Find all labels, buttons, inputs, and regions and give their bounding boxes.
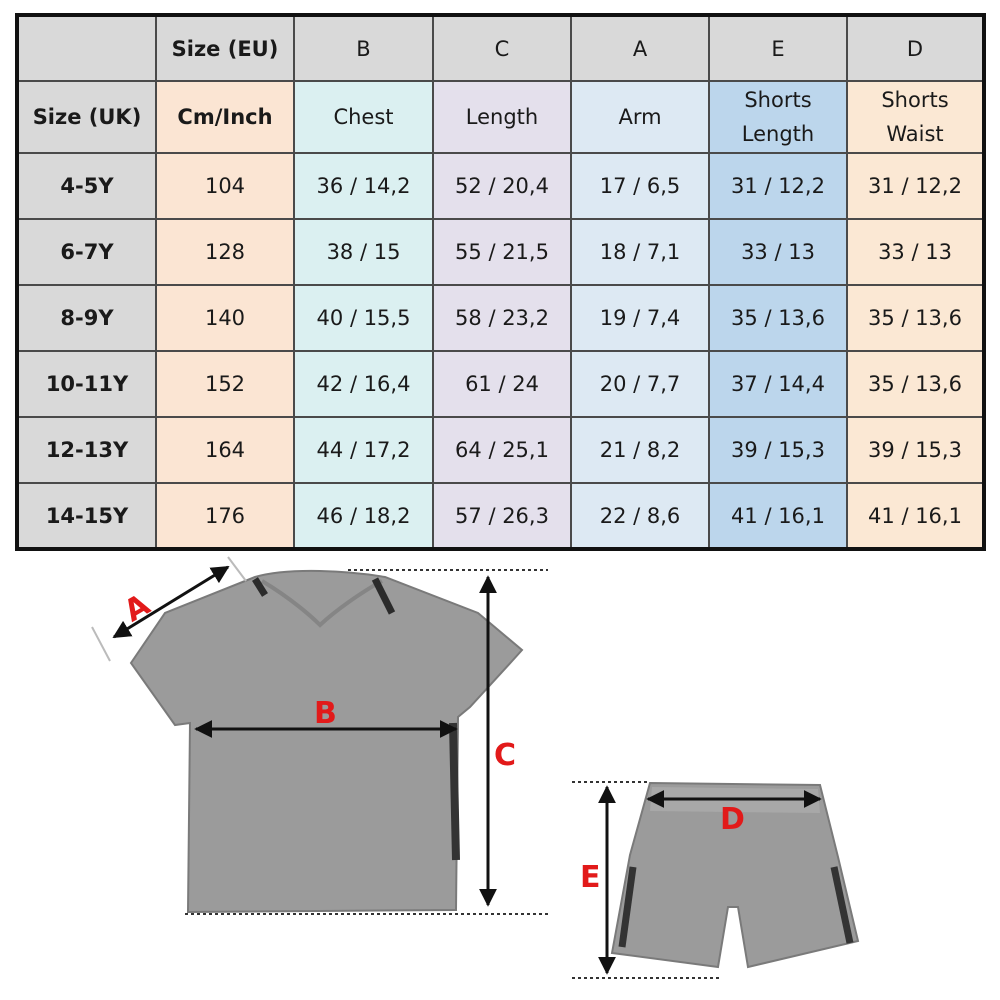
cell-chest: 38 / 15: [294, 219, 433, 285]
header-letter-a: A: [571, 15, 709, 81]
header-size-uk: Size (UK): [17, 81, 156, 153]
header-shorts-length: [709, 81, 847, 153]
cell-arm: 20 / 7,7: [571, 351, 709, 417]
label-b: B: [314, 696, 337, 731]
cell-shorts-waist: 35 / 13,6: [847, 351, 984, 417]
cell-shorts-length: 31 / 12,2: [709, 153, 847, 219]
cell-shorts-waist: 35 / 13,6: [847, 285, 984, 351]
cell-size-uk: 4-5Y: [17, 153, 156, 219]
cell-shorts-waist: 31 / 12,2: [847, 153, 984, 219]
header-letter-b: B: [294, 15, 433, 81]
table-row: [17, 219, 984, 285]
cell-shorts-length: 41 / 16,1: [709, 483, 847, 549]
cell-size-uk: 10-11Y: [17, 351, 156, 417]
cell-size-eu: 128: [156, 219, 294, 285]
header-row-letters: [17, 15, 984, 81]
cell-shorts-waist: 39 / 15,3: [847, 417, 984, 483]
header-length: Length: [433, 81, 571, 153]
cell-size-uk: 14-15Y: [17, 483, 156, 549]
header-shorts-waist: [847, 81, 984, 153]
size-chart-table: [15, 13, 986, 551]
cell-chest: 46 / 18,2: [294, 483, 433, 549]
cell-shorts-length: 39 / 15,3: [709, 417, 847, 483]
measurement-diagram: [0, 555, 1000, 1000]
label-a: A: [118, 587, 156, 630]
cell-chest: 36 / 14,2: [294, 153, 433, 219]
header-size-eu: Size (EU): [156, 15, 294, 81]
cell-shorts-length: 37 / 14,4: [709, 351, 847, 417]
cell-arm: 17 / 6,5: [571, 153, 709, 219]
cell-chest: 44 / 17,2: [294, 417, 433, 483]
header-arm: Arm: [571, 81, 709, 153]
cell-size-eu: 152: [156, 351, 294, 417]
label-c: C: [494, 738, 517, 773]
cell-length: 57 / 26,3: [433, 483, 571, 549]
header-letter-e: E: [709, 15, 847, 81]
cell-size-eu: 140: [156, 285, 294, 351]
cell-arm: 21 / 8,2: [571, 417, 709, 483]
cell-shorts-length: 33 / 13: [709, 219, 847, 285]
cell-size-eu: 104: [156, 153, 294, 219]
cell-arm: 19 / 7,4: [571, 285, 709, 351]
cell-length: 64 / 25,1: [433, 417, 571, 483]
cell-arm: 22 / 8,6: [571, 483, 709, 549]
cell-chest: 42 / 16,4: [294, 351, 433, 417]
header-chest: Chest: [294, 81, 433, 153]
header-row-names: [17, 81, 984, 153]
header-cm-inch: Cm/Inch: [156, 81, 294, 153]
table-row: [17, 417, 984, 483]
cell-length: 55 / 21,5: [433, 219, 571, 285]
cell-shorts-length: 35 / 13,6: [709, 285, 847, 351]
label-d: D: [720, 802, 745, 837]
cell-shorts-waist: 41 / 16,1: [847, 483, 984, 549]
tshirt-illustration: [131, 571, 522, 912]
header-shorts-waist-text: Shorts Waist: [881, 88, 949, 146]
table-row: [17, 153, 984, 219]
cell-size-uk: 6-7Y: [17, 219, 156, 285]
cell-size-uk: 8-9Y: [17, 285, 156, 351]
header-letter-c: C: [433, 15, 571, 81]
corner-cell: [17, 15, 156, 81]
table-row: [17, 483, 984, 549]
cell-size-eu: 176: [156, 483, 294, 549]
table-row: [17, 351, 984, 417]
table-row: [17, 285, 984, 351]
header-shorts-length-text: Shorts Length: [741, 88, 815, 146]
header-letter-d: D: [847, 15, 984, 81]
label-e: E: [580, 860, 601, 895]
cell-length: 58 / 23,2: [433, 285, 571, 351]
cell-size-eu: 164: [156, 417, 294, 483]
cell-length: 52 / 20,4: [433, 153, 571, 219]
cell-shorts-waist: 33 / 13: [847, 219, 984, 285]
cell-chest: 40 / 15,5: [294, 285, 433, 351]
cell-size-uk: 12-13Y: [17, 417, 156, 483]
cell-length: 61 / 24: [433, 351, 571, 417]
cell-arm: 18 / 7,1: [571, 219, 709, 285]
